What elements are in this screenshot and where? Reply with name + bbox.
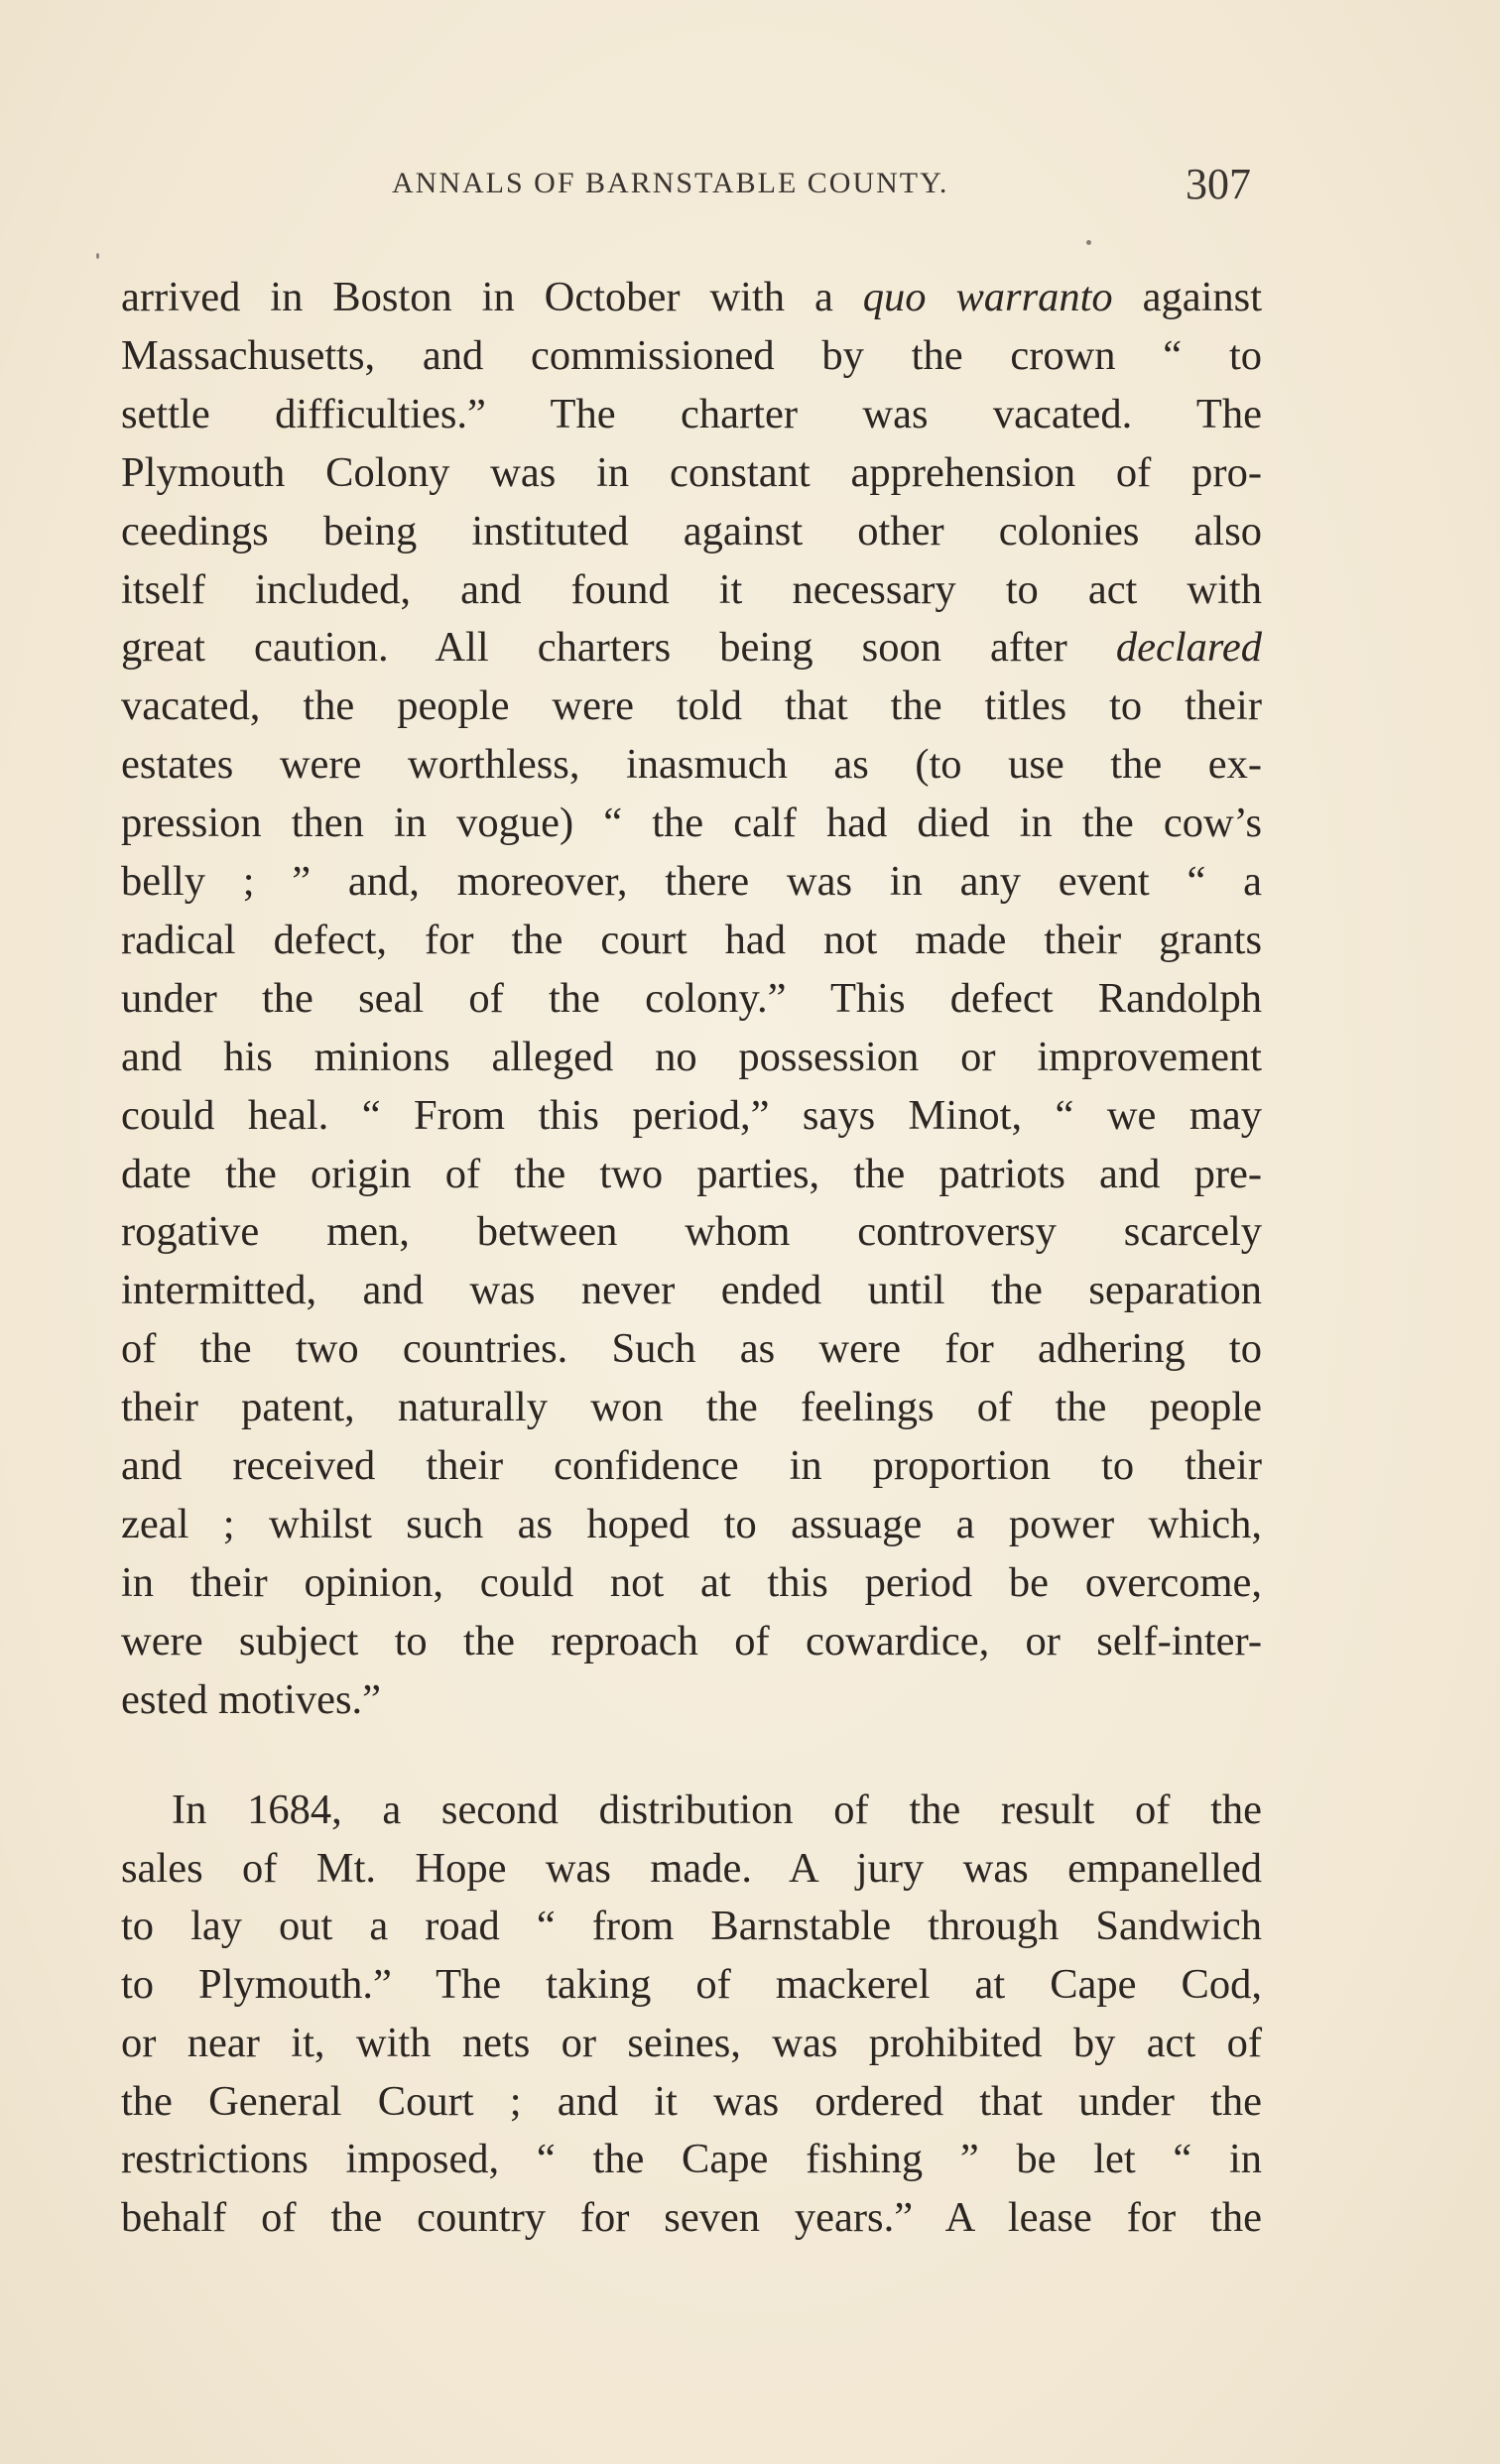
text-line <box>121 741 1262 789</box>
text-run: vacated, the people were told that the titles to their <box>121 682 1262 730</box>
text-run: of the two countries. Such as were for adhering to <box>121 1325 1262 1373</box>
text-run: sales of Mt. Hope was made. A jury was empanelled <box>121 1844 1262 1892</box>
text-run: belly ; ” and, moreover, there was in any event “ a <box>121 858 1262 905</box>
text-line <box>121 2136 1262 2183</box>
text-run: or near it, with nets or seines, was prohibited by act of <box>121 2019 1262 2066</box>
text-line <box>121 1325 1262 1373</box>
text-run: estates were worthless, inasmuch as (to use the ex- <box>121 741 1262 789</box>
text-run: behalf of the country for seven years.” A lease for the <box>121 2193 1262 2241</box>
text-run: ested motives.” <box>121 1675 382 1723</box>
text-run: itself included, and found it necessary to act with <box>121 565 1262 613</box>
text-line <box>121 858 1262 905</box>
text-line <box>121 1384 1262 1431</box>
text-run: restrictions imposed, “ the Cape fishing ” be let “ in <box>121 2136 1262 2183</box>
text-run: zeal ; whilst such as hoped to assuage a power which, <box>121 1500 1262 1547</box>
italic-text: quo warranto <box>862 274 1113 320</box>
text-line <box>172 1786 1262 1833</box>
text-line <box>121 2193 1262 2241</box>
text-run: date the origin of the two parties, the patriots and pre- <box>121 1150 1262 1197</box>
text-line <box>121 802 1262 845</box>
text-run: under the seal of the colony.” This defect Randolph <box>121 974 1262 1022</box>
text-run: Massachusetts, and commissioned by the crown “ to <box>121 331 1262 379</box>
text-run: the General Court ; and it was ordered that under the <box>121 2077 1262 2125</box>
text-line <box>121 1903 1262 1950</box>
text-line <box>121 1267 1262 1314</box>
text-run: and received their confidence in proportion to their <box>121 1442 1262 1489</box>
text-run: and his minions alleged no possession or improvement <box>121 1033 1262 1080</box>
text-line <box>121 1150 1262 1197</box>
italic-text: declared <box>1115 624 1262 672</box>
text-run: intermitted, and was never ended until the separation <box>121 1267 1262 1314</box>
text-line <box>121 2019 1262 2066</box>
text-run: were subject to the reproach of cowardice, or self-inter- <box>121 1617 1262 1664</box>
text-line <box>121 1844 1262 1892</box>
text-line <box>121 2077 1262 2125</box>
running-head: ANNALS OF BARNSTABLE COUNTY. <box>392 167 949 199</box>
text-line <box>121 274 1263 320</box>
text-line <box>121 448 1262 496</box>
text-run: could heal. “ From this period,” says Minot, “ we may <box>121 1091 1262 1139</box>
text-run: to lay out a road “ from Barnstable through Sandwich <box>121 1903 1262 1950</box>
text-line <box>121 916 1262 963</box>
text-run: great caution. All charters being soon after <box>121 624 1116 672</box>
text-line <box>121 507 1262 554</box>
text-line <box>121 331 1262 379</box>
text-line <box>121 1033 1262 1080</box>
text-run: in their opinion, could not at this period be overcome, <box>121 1558 1262 1606</box>
text-line <box>121 1675 1262 1723</box>
text-line <box>121 1442 1262 1489</box>
text-run: pression then in vogue) “ the calf had died in the cow’s <box>121 800 1262 847</box>
text-line <box>121 565 1262 613</box>
text-run: their patent, naturally won the feelings of the people <box>121 1384 1262 1431</box>
text-line <box>121 1961 1262 2009</box>
text-run: settle difficulties.” The charter was vacated. The <box>121 390 1262 437</box>
text-run: Plymouth Colony was in constant apprehension of pro- <box>121 448 1262 496</box>
text-line <box>121 1500 1262 1547</box>
text-line <box>121 1208 1262 1256</box>
text-line <box>121 1091 1262 1139</box>
text-line <box>121 1558 1262 1606</box>
text-run: arrived in Boston in October with a <box>121 274 863 320</box>
text-line <box>121 624 1262 672</box>
print-speck <box>1086 240 1091 245</box>
page-number: 307 <box>1186 160 1251 208</box>
text-line <box>121 390 1262 437</box>
text-line <box>121 1617 1262 1664</box>
text-run: to Plymouth.” The taking of mackerel at Cape Cod, <box>121 1961 1262 2009</box>
text-run: In 1684, a second distribution of the result of the <box>172 1786 1262 1833</box>
print-speck <box>96 253 99 259</box>
text-run: radical defect, for the court had not made their grants <box>121 916 1262 963</box>
text-line <box>121 682 1262 730</box>
text-run: ceedings being instituted against other colonies also <box>121 507 1262 554</box>
text-run: rogative men, between whom controversy scarcely <box>121 1208 1262 1256</box>
text-line <box>121 974 1262 1022</box>
text-run: against <box>1112 274 1263 320</box>
